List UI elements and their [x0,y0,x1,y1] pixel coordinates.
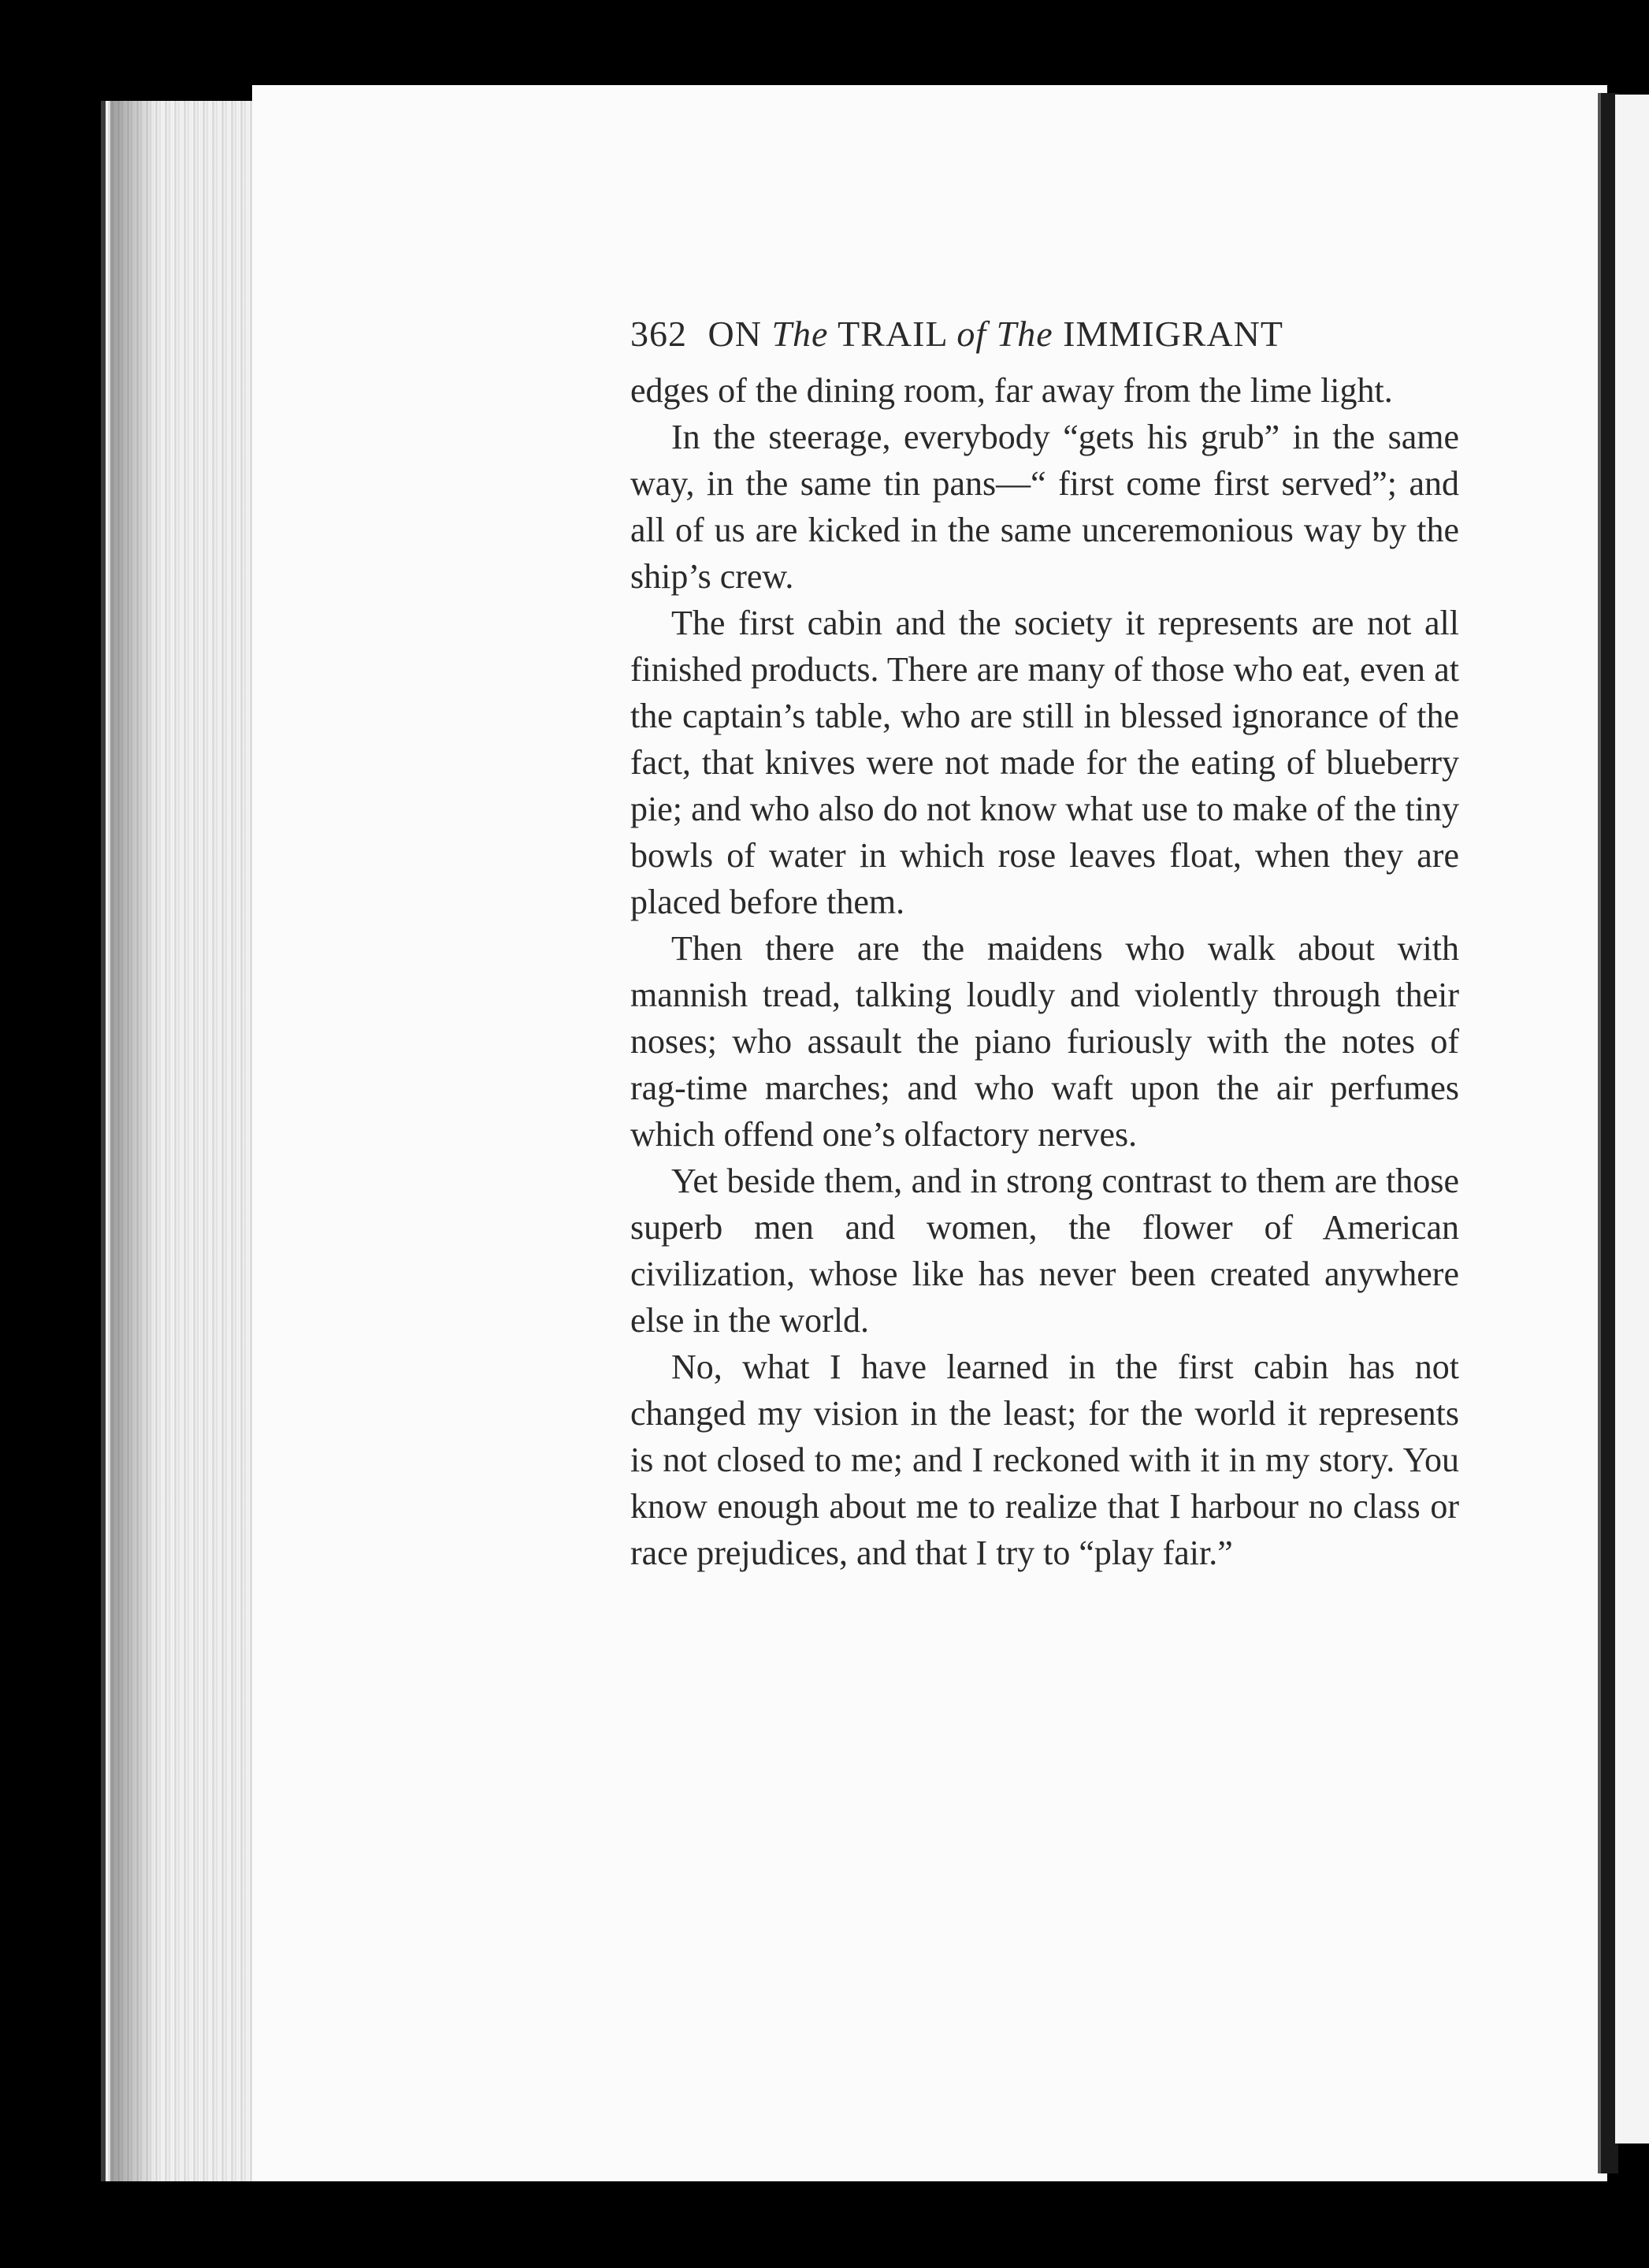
paragraph: Then there are the maidens who walk about with mannish tread, talking loudly and violently through their noses; who assault the piano furiously with the notes of rag-time marches; and who waft upon the air perfumes which offend one’s olfactory nerves. [630,929,1459,1154]
running-head-word: IMMIGRANT [1063,314,1284,354]
facing-page-edge [1615,95,1649,2143]
page-text-block [630,306,1459,1576]
running-head-word: The [771,314,829,354]
running-head-word: of [956,314,987,354]
paragraph: Yet beside them, and in strong contrast to them are those superb men and women, the flower of American civilization, whose like has never been created anywhere else in the world. [630,1162,1459,1340]
running-head-word: ON [708,314,762,354]
page-edges-stack [101,101,265,2181]
paragraph: edges of the dining room, far away from the lime light. [630,371,1393,410]
paragraph: In the steerage, everybody “gets his grub” in the same way, in the same tin pans—“ first come first served”; and all of us are kicked in the same unceremonious way by the ship’s crew. [630,418,1459,596]
running-head [630,306,1459,363]
paragraph: The first cabin and the society it represents are not all finished products. There are many of those who eat, even at the captain’s table, who are still in blessed ignorance of the fact, that knives were not made for the eating of blueberry pie; and who also do not know what use to make of the tiny bowls of water in which rose leaves float, when they are placed before them. [630,604,1459,921]
running-head-word: TRAIL [837,314,947,354]
page-number: 362 [630,314,687,354]
paragraph: No, what I have learned in the first cabin has not changed my vision in the least; for the world it represents is not closed to me; and I reckoned with it in my story. You know enough about me to realize that I harbour no class or race prejudices, and that I try to “play fair.” [630,1348,1459,1572]
running-head-word: The [996,314,1053,354]
